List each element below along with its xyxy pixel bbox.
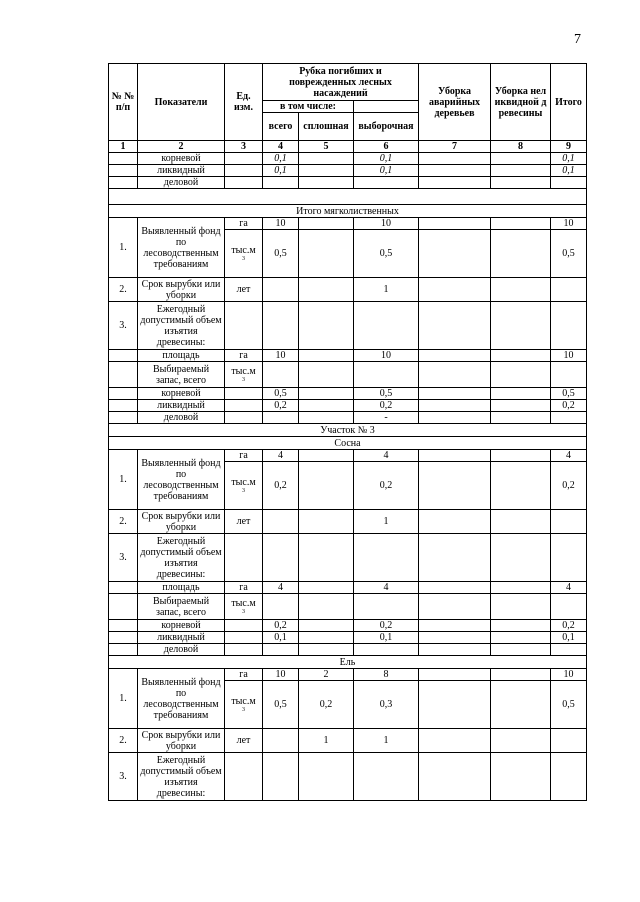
table-row bbox=[109, 302, 587, 350]
table-cell bbox=[225, 620, 263, 632]
table-cell bbox=[491, 165, 551, 177]
unit: тыс.м 3 bbox=[225, 681, 263, 729]
cell-total: 0,1 bbox=[263, 153, 299, 165]
table-cell bbox=[263, 594, 299, 620]
unit: лет bbox=[225, 729, 263, 753]
table-cell bbox=[109, 177, 138, 189]
cell-selective: 1 bbox=[354, 729, 419, 753]
table-cell bbox=[299, 153, 354, 165]
table-cell bbox=[109, 632, 138, 644]
species-title: Ель bbox=[109, 656, 587, 669]
table-cell bbox=[491, 350, 551, 362]
table-cell bbox=[299, 632, 354, 644]
table-cell bbox=[225, 534, 263, 582]
row-label: Срок вырубки или уборки bbox=[138, 729, 225, 753]
header-unit: Ед. изм. bbox=[225, 64, 263, 141]
table-row bbox=[109, 388, 587, 400]
cell-selective: - bbox=[354, 412, 419, 424]
cell-itogo: 10 bbox=[551, 669, 587, 681]
row-label: ликвидный bbox=[138, 400, 225, 412]
row-number: 1. bbox=[109, 669, 138, 729]
table-cell bbox=[491, 450, 551, 462]
cell-selective: 0,3 bbox=[354, 681, 419, 729]
table-cell bbox=[491, 620, 551, 632]
header-num: № № п/п bbox=[109, 64, 138, 141]
table-cell bbox=[354, 753, 419, 801]
cell-total: 0,2 bbox=[263, 400, 299, 412]
col-number: 2 bbox=[138, 141, 225, 153]
cell-selective: 4 bbox=[354, 582, 419, 594]
unit: га bbox=[225, 450, 263, 462]
cell-itogo: 0,5 bbox=[551, 681, 587, 729]
cell-clear bbox=[299, 230, 354, 278]
table-cell bbox=[491, 153, 551, 165]
table-cell bbox=[225, 632, 263, 644]
cell-itogo: 0,1 bbox=[551, 165, 587, 177]
table-cell bbox=[263, 362, 299, 388]
row-label: Срок вырубки или уборки bbox=[138, 510, 225, 534]
table-cell bbox=[109, 165, 138, 177]
table-cell bbox=[551, 510, 587, 534]
table-cell bbox=[263, 729, 299, 753]
table-cell bbox=[419, 412, 491, 424]
cell-selective: 0,2 bbox=[354, 400, 419, 412]
col-number: 8 bbox=[491, 141, 551, 153]
table-cell bbox=[419, 177, 491, 189]
table-cell bbox=[354, 177, 419, 189]
table-cell bbox=[109, 644, 138, 656]
header-including: в том числе: bbox=[263, 101, 354, 113]
row-number: 1. bbox=[109, 450, 138, 510]
table-cell bbox=[299, 534, 354, 582]
cell-clear: 1 bbox=[299, 729, 354, 753]
table-cell bbox=[419, 350, 491, 362]
table-cell bbox=[491, 177, 551, 189]
table-cell bbox=[551, 362, 587, 388]
table-cell bbox=[419, 278, 491, 302]
cell-selective: 0,5 bbox=[354, 388, 419, 400]
cell-total: 0,5 bbox=[263, 681, 299, 729]
cell-total: 4 bbox=[263, 582, 299, 594]
table-cell bbox=[491, 594, 551, 620]
cell-itogo: 0,1 bbox=[551, 153, 587, 165]
blank-row bbox=[109, 189, 587, 205]
cell-clear bbox=[299, 450, 354, 462]
cell-itogo: 0,2 bbox=[551, 400, 587, 412]
cell-clear bbox=[299, 462, 354, 510]
table-cell bbox=[299, 753, 354, 801]
row-label: Выбираемый запас, всего bbox=[138, 594, 225, 620]
table-row bbox=[109, 729, 587, 753]
cell-itogo: 10 bbox=[551, 350, 587, 362]
cell-total: 4 bbox=[263, 450, 299, 462]
table-row bbox=[109, 153, 587, 165]
row-label: площадь bbox=[138, 582, 225, 594]
table-cell bbox=[491, 681, 551, 729]
table-cell bbox=[419, 681, 491, 729]
row-label: деловой bbox=[138, 412, 225, 424]
cell-itogo: 0,2 bbox=[551, 462, 587, 510]
table-cell bbox=[109, 400, 138, 412]
row-label: Ежегодный допустимый объем изъятия древесины: bbox=[138, 753, 225, 801]
col-number: 4 bbox=[263, 141, 299, 153]
header-itogo: Итого bbox=[551, 64, 587, 141]
cell-total: 10 bbox=[263, 350, 299, 362]
table-cell bbox=[109, 620, 138, 632]
table-cell bbox=[419, 450, 491, 462]
row-label: Выявленный фонд по лесоводственным требованиям bbox=[138, 669, 225, 729]
table-cell bbox=[109, 350, 138, 362]
table-cell bbox=[354, 534, 419, 582]
row-number: 3. bbox=[109, 753, 138, 801]
table-cell bbox=[419, 753, 491, 801]
table-row bbox=[109, 450, 587, 462]
col-number: 6 bbox=[354, 141, 419, 153]
table-cell bbox=[299, 388, 354, 400]
cell-itogo bbox=[551, 412, 587, 424]
cell-itogo: 0,1 bbox=[551, 632, 587, 644]
table-cell bbox=[491, 278, 551, 302]
table-cell bbox=[225, 165, 263, 177]
table-cell bbox=[263, 534, 299, 582]
table-row bbox=[109, 620, 587, 632]
cell-itogo: 4 bbox=[551, 450, 587, 462]
cell-itogo: 0,2 bbox=[551, 620, 587, 632]
page-number: 7 bbox=[574, 32, 581, 47]
table-cell bbox=[263, 753, 299, 801]
table-cell bbox=[491, 582, 551, 594]
table-cell bbox=[263, 510, 299, 534]
unit: тыс.м 3 bbox=[225, 594, 263, 620]
cell-selective: 8 bbox=[354, 669, 419, 681]
table-row bbox=[109, 582, 587, 594]
table-cell bbox=[419, 362, 491, 388]
table-cell bbox=[225, 400, 263, 412]
row-label: корневой bbox=[138, 153, 225, 165]
row-number: 2. bbox=[109, 729, 138, 753]
table-cell bbox=[551, 177, 587, 189]
table-cell bbox=[225, 388, 263, 400]
section-title: Итого мягколиственных bbox=[109, 205, 587, 218]
table-cell bbox=[491, 669, 551, 681]
table-cell bbox=[225, 644, 263, 656]
table-cell bbox=[225, 412, 263, 424]
table-cell bbox=[491, 230, 551, 278]
cell-selective: 0,1 bbox=[354, 632, 419, 644]
cell-clear bbox=[299, 510, 354, 534]
cell-total: 0,5 bbox=[263, 230, 299, 278]
table-cell bbox=[551, 302, 587, 350]
cell-selective: 10 bbox=[354, 218, 419, 230]
table-row bbox=[109, 510, 587, 534]
header-total: всего bbox=[263, 113, 299, 141]
table-cell bbox=[419, 388, 491, 400]
cell-selective: 10 bbox=[354, 350, 419, 362]
table-cell bbox=[551, 278, 587, 302]
col-number: 1 bbox=[109, 141, 138, 153]
table-row bbox=[109, 218, 587, 230]
unit: тыс.м 3 bbox=[225, 362, 263, 388]
col-number: 5 bbox=[299, 141, 354, 153]
table-cell bbox=[419, 582, 491, 594]
unit: га bbox=[225, 350, 263, 362]
table-cell bbox=[419, 594, 491, 620]
table-cell bbox=[419, 153, 491, 165]
table-cell bbox=[225, 753, 263, 801]
cell-total bbox=[263, 412, 299, 424]
row-label: площадь bbox=[138, 350, 225, 362]
table-row bbox=[109, 412, 587, 424]
cell-total: 10 bbox=[263, 218, 299, 230]
table-cell bbox=[299, 302, 354, 350]
table-cell bbox=[491, 534, 551, 582]
table-cell bbox=[299, 400, 354, 412]
cell-clear bbox=[299, 278, 354, 302]
table-cell bbox=[419, 400, 491, 412]
cell-selective: 0,1 bbox=[354, 153, 419, 165]
table-row bbox=[109, 177, 587, 189]
table-cell bbox=[491, 462, 551, 510]
table-row bbox=[109, 350, 587, 362]
table-cell bbox=[491, 218, 551, 230]
row-label: Выявленный фонд по лесоводственным требованиям bbox=[138, 218, 225, 278]
row-number: 3. bbox=[109, 302, 138, 350]
cell-itogo bbox=[551, 644, 587, 656]
header-nonliquid: Уборка неликвидной древесины bbox=[491, 64, 551, 141]
cell-itogo: 4 bbox=[551, 582, 587, 594]
col-number: 3 bbox=[225, 141, 263, 153]
table-cell bbox=[354, 594, 419, 620]
col-number: 7 bbox=[419, 141, 491, 153]
unit: га bbox=[225, 582, 263, 594]
row-label: Ежегодный допустимый объем изъятия древесины: bbox=[138, 534, 225, 582]
header-selective: выборочная bbox=[354, 113, 419, 141]
table-row bbox=[109, 165, 587, 177]
table-cell bbox=[299, 412, 354, 424]
unit: лет bbox=[225, 278, 263, 302]
table-cell bbox=[225, 302, 263, 350]
row-number: 3. bbox=[109, 534, 138, 582]
cell-clear bbox=[299, 350, 354, 362]
row-label: деловой bbox=[138, 644, 225, 656]
table-cell bbox=[109, 412, 138, 424]
cell-total: 0,2 bbox=[263, 620, 299, 632]
table-cell bbox=[491, 362, 551, 388]
table-cell bbox=[419, 632, 491, 644]
table-cell bbox=[419, 165, 491, 177]
table-cell bbox=[419, 230, 491, 278]
row-label: Выбираемый запас, всего bbox=[138, 362, 225, 388]
table-row bbox=[109, 644, 587, 656]
table-cell bbox=[491, 510, 551, 534]
cell-clear bbox=[299, 218, 354, 230]
cell-selective: 0,2 bbox=[354, 462, 419, 510]
cell-clear bbox=[299, 582, 354, 594]
unit: га bbox=[225, 218, 263, 230]
table-cell bbox=[263, 278, 299, 302]
table-cell bbox=[419, 534, 491, 582]
row-number: 1. bbox=[109, 218, 138, 278]
cell-itogo: 0,5 bbox=[551, 230, 587, 278]
table-cell bbox=[225, 177, 263, 189]
table-cell bbox=[299, 165, 354, 177]
table-row bbox=[109, 362, 587, 388]
cell-selective: 1 bbox=[354, 510, 419, 534]
row-label: Срок вырубки или уборки bbox=[138, 278, 225, 302]
table-cell bbox=[354, 302, 419, 350]
row-label: корневой bbox=[138, 388, 225, 400]
table-row bbox=[109, 632, 587, 644]
table-cell bbox=[299, 177, 354, 189]
table-row bbox=[109, 400, 587, 412]
cell-itogo: 0,5 bbox=[551, 388, 587, 400]
unit: тыс.м 3 bbox=[225, 230, 263, 278]
unit: тыс.м 3 bbox=[225, 462, 263, 510]
table-cell bbox=[491, 753, 551, 801]
table-cell bbox=[551, 534, 587, 582]
cell-selective: 0,1 bbox=[354, 165, 419, 177]
table-cell bbox=[551, 729, 587, 753]
cell-selective: 1 bbox=[354, 278, 419, 302]
cell-itogo: 10 bbox=[551, 218, 587, 230]
table-cell bbox=[225, 153, 263, 165]
table-cell bbox=[263, 177, 299, 189]
unit: га bbox=[225, 669, 263, 681]
header-indicators: Показатели bbox=[138, 64, 225, 141]
table-cell bbox=[419, 510, 491, 534]
col-number: 9 bbox=[551, 141, 587, 153]
species-title: Сосна bbox=[109, 437, 587, 450]
table-cell bbox=[491, 632, 551, 644]
table-cell bbox=[299, 644, 354, 656]
table-cell bbox=[299, 594, 354, 620]
cell-total: 0,1 bbox=[263, 165, 299, 177]
table-cell bbox=[419, 669, 491, 681]
table-cell bbox=[419, 729, 491, 753]
table-cell bbox=[109, 153, 138, 165]
unit: лет bbox=[225, 510, 263, 534]
table-cell bbox=[354, 362, 419, 388]
cell-selective: 0,2 bbox=[354, 620, 419, 632]
table-cell bbox=[109, 594, 138, 620]
table-cell bbox=[491, 644, 551, 656]
table-row bbox=[109, 753, 587, 801]
table-cell bbox=[419, 302, 491, 350]
cell-clear: 2 bbox=[299, 669, 354, 681]
table-cell bbox=[491, 302, 551, 350]
table-cell bbox=[299, 362, 354, 388]
table-row bbox=[109, 534, 587, 582]
row-label: Ежегодный допустимый объем изъятия древесины: bbox=[138, 302, 225, 350]
row-label: ликвидный bbox=[138, 165, 225, 177]
table-cell bbox=[551, 753, 587, 801]
header-emergency: Уборка аварийных деревьев bbox=[419, 64, 491, 141]
cell-clear: 0,2 bbox=[299, 681, 354, 729]
table-cell bbox=[109, 362, 138, 388]
cell-total bbox=[263, 644, 299, 656]
header-clear: сплошная bbox=[299, 113, 354, 141]
table-cell bbox=[491, 388, 551, 400]
table-cell bbox=[109, 582, 138, 594]
table-cell bbox=[419, 620, 491, 632]
row-label: корневой bbox=[138, 620, 225, 632]
table-row bbox=[109, 669, 587, 681]
cell-selective: 4 bbox=[354, 450, 419, 462]
table-cell bbox=[419, 462, 491, 510]
cell-selective: 0,5 bbox=[354, 230, 419, 278]
forest-cutting-table bbox=[108, 63, 587, 801]
row-number: 2. bbox=[109, 510, 138, 534]
plot-title: Участок № 3 bbox=[109, 424, 587, 437]
table-cell bbox=[491, 412, 551, 424]
table-cell bbox=[263, 302, 299, 350]
cell-total: 0,2 bbox=[263, 462, 299, 510]
table-cell bbox=[419, 644, 491, 656]
row-number: 2. bbox=[109, 278, 138, 302]
row-label: ликвидный bbox=[138, 632, 225, 644]
cell-total: 10 bbox=[263, 669, 299, 681]
table-row bbox=[109, 278, 587, 302]
table-cell bbox=[419, 218, 491, 230]
row-label: деловой bbox=[138, 177, 225, 189]
table-cell bbox=[551, 594, 587, 620]
cell-total: 0,1 bbox=[263, 632, 299, 644]
cell-total: 0,5 bbox=[263, 388, 299, 400]
table-cell bbox=[491, 729, 551, 753]
table-cell bbox=[109, 388, 138, 400]
cell-selective bbox=[354, 644, 419, 656]
table-row bbox=[109, 594, 587, 620]
table-cell bbox=[491, 400, 551, 412]
table-cell bbox=[299, 620, 354, 632]
header-cutting-group: Рубка погибших и поврежденных лесных насаждений bbox=[263, 64, 419, 101]
row-label: Выявленный фонд по лесоводственным требованиям bbox=[138, 450, 225, 510]
